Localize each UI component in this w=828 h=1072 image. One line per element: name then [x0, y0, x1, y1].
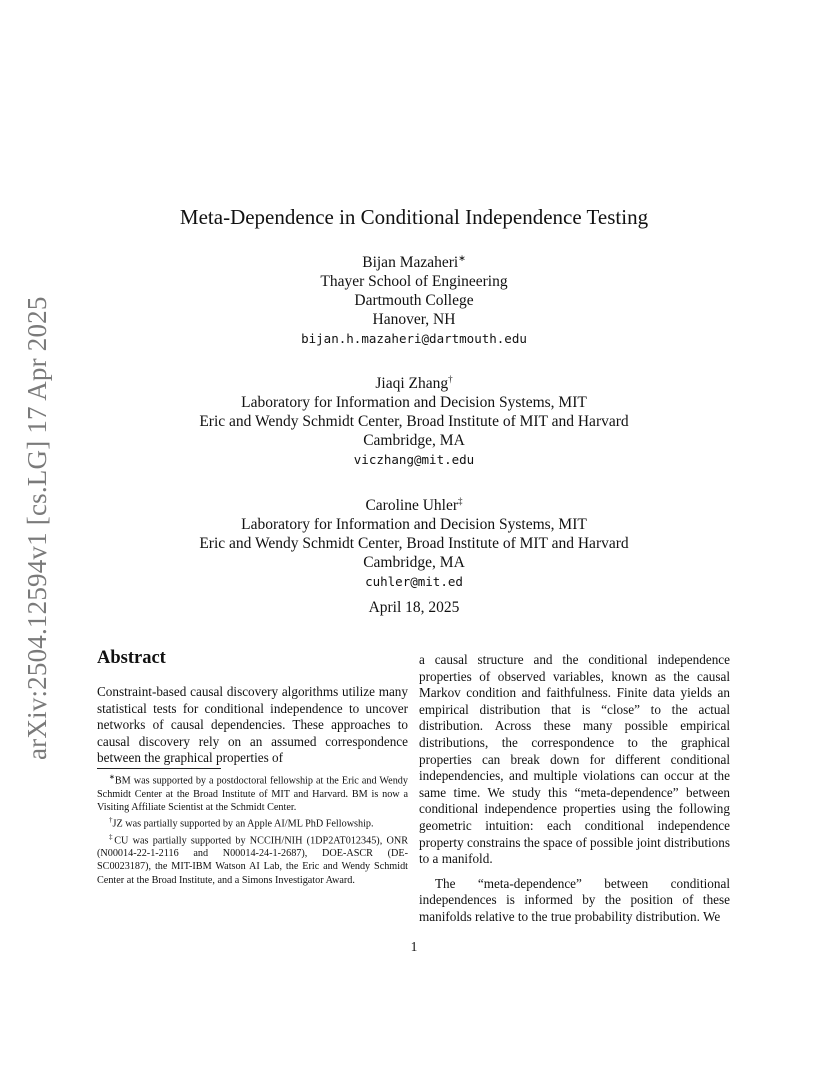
- author-block-3: [0, 492, 828, 592]
- author-email: viczhang@mit.edu: [353, 452, 475, 468]
- footnotes: [97, 771, 408, 887]
- footnote: ‡CU was partially supported by NCCIH/NIH (1DP2AT012345), ONR (N00014-22-1-2116 and N00014-24-1-2687), DOE-ASCR (DE-SC0023187), the MIT-IBM Watson AI Lab, the Eric and Wendy Schmidt Center at the Broad Institute, and a Simons Investigator Award.: [97, 832, 408, 886]
- affiliation-line: Laboratory for Information and Decision Systems, MIT: [241, 394, 587, 412]
- page-number: 1: [410, 939, 418, 954]
- author-footnote-mark: ∗: [458, 253, 466, 263]
- abstract-paragraph: The “meta-dependence” between conditional independences is informed by the position of these manifolds relative to the true probability distribution. We: [419, 875, 730, 924]
- affiliation-line: Dartmouth College: [354, 292, 474, 310]
- arxiv-stamp: arXiv:2504.12594v1 [cs.LG] 17 Apr 2025: [22, 296, 52, 760]
- abstract-heading: Abstract: [97, 648, 166, 668]
- affiliation-line: Cambridge, MA: [363, 554, 465, 572]
- affiliation-line: Eric and Wendy Schmidt Center, Broad Institute of MIT and Harvard: [199, 413, 629, 431]
- footnote: †JZ was partially supported by an Apple AI/ML PhD Fellowship.: [109, 816, 374, 830]
- author-block-2: [0, 370, 828, 470]
- footnote-rule: [97, 768, 221, 769]
- affiliation-line: Cambridge, MA: [363, 432, 465, 450]
- affiliation-line: Eric and Wendy Schmidt Center, Broad Institute of MIT and Harvard: [199, 535, 629, 553]
- author-footnote-mark: †: [448, 374, 453, 384]
- author-email: bijan.h.mazaheri@dartmouth.edu: [301, 331, 527, 347]
- author-block-1: [0, 249, 828, 349]
- abstract-paragraph: a causal structure and the conditional independence properties of observed variables, known as the causal Markov condition and faithfulness. Finite data yields an empirical distribution that is “close” to the actual distribution. Across these many possible empirical distributions, the correspondence to the graphical properties can break down for different conditional independencies, and multiple violations can occur at the same time. We study this “meta-dependence” between conditional independence properties using the following geometric intuition: each conditional independence property constrains the space of possible joint distributions to a manifold.: [419, 652, 730, 867]
- affiliation-line: Laboratory for Information and Decision Systems, MIT: [241, 516, 587, 534]
- abstract-left-column: Constraint-based causal discovery algorithms utilize many statistical tests for conditional independence to uncover networks of causal dependencies. These approaches to causal discovery rely on an assumed correspondence between the graphical properties of: [97, 684, 408, 766]
- affiliation-line: Thayer School of Engineering: [320, 273, 508, 291]
- author-email: cuhler@mit.ed: [365, 574, 463, 590]
- footnote: ∗BM was supported by a postdoctoral fellowship at the Eric and Wendy Schmidt Center at the Broad Institute of MIT and Harvard. BM is now a Visiting Affiliate Scientist at the Schmidt Center.: [97, 773, 408, 813]
- author-footnote-mark: ‡: [458, 496, 463, 506]
- paper-title: Meta-Dependence in Conditional Independence Testing: [179, 205, 649, 229]
- author-name: Caroline Uhler‡: [365, 496, 463, 515]
- author-name: Jiaqi Zhang†: [375, 374, 453, 393]
- author-name: Bijan Mazaheri∗: [362, 253, 466, 272]
- abstract-right-column: [419, 652, 730, 926]
- paper-date: April 18, 2025: [368, 599, 460, 616]
- affiliation-line: Hanover, NH: [372, 311, 456, 329]
